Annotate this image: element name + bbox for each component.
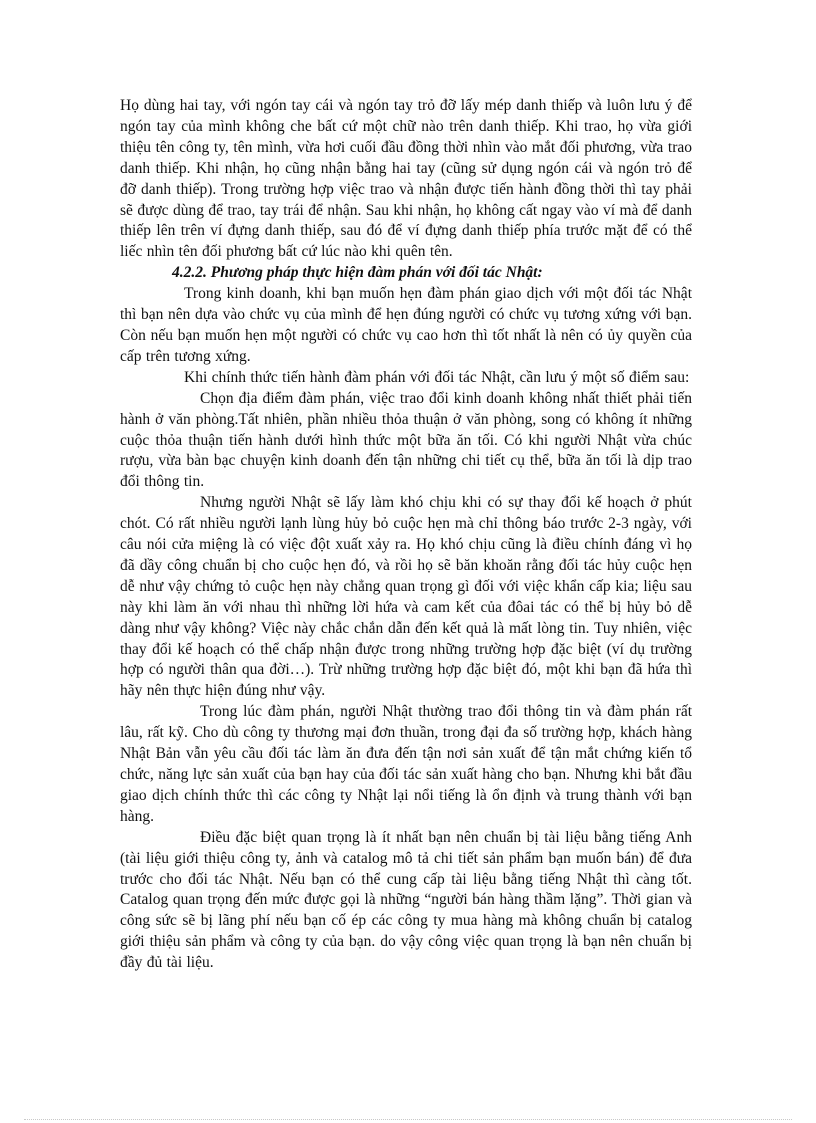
- paragraph-documentation: Điều đặc biệt quan trọng là ít nhất bạn nên chuẩn bị tài liệu bằng tiếng Anh (tài liệu giới thiệu công ty, ảnh và catalog mô tả chi tiết sản phẩm bạn muốn bán) để đưa trước cho đối tác Nhật. Nếu bạn có thể cung cấp tài liệu bằng tiếng Nhật thì càng tốt. Catalog quan trọng đến mức được gọi là những “người bán hàng thầm lặng”. Thời gian và công sức sẽ bị lãng phí nếu bạn cố ép các công ty mua hàng mà không chuẩn bị catalog giới thiệu sản phẩm và công ty của bạn. do vậy công việc quan trọng là bạn nên chuẩn bị đầy đủ tài liệu.: [120, 828, 692, 972]
- paragraph-schedule-change: Nhưng người Nhật sẽ lấy làm khó chịu khi có sự thay đổi kế hoạch ở phút chót. Có rất nhiều người lạnh lùng hủy bỏ cuộc hẹn mà chỉ thông báo trước 2-3 ngày, với câu nói cửa miệng là có việc đột xuất xảy ra. Họ khó chịu cũng là điều chính đáng vì họ đã dầy công chuẩn bị cho cuộc hẹn đó, và rồi họ sẽ băn khoăn rằng đối tác hủy cuộc hẹn dễ như vậy chứng tỏ cuộc hẹn này chẳng quan trọng gì đối với việc khẩn cấp kia; liệu sau này khi làm ăn với nhau thì những lời hứa và cam kết của đôai tác có thể bị hủy bỏ dễ dàng như vậy không? Việc này chắc chắn dẫn đến kết quả là mất lòng tin. Tuy nhiên, việc thay đổi kế hoạch có thể chấp nhận được trong những trường hợp đặc biệt (ví dụ trường hợp có người thân qua đời…). Trừ những trường hợp đặc biệt đó, một khi bạn đã hứa thì hãy nên thực hiện đúng như vậy.: [120, 494, 692, 700]
- paragraph-business-card-etiquette: Họ dùng hai tay, với ngón tay cái và ngón tay trỏ đỡ lấy mép danh thiếp và luôn lưu ý để ngón tay của mình không che bất cứ một chữ nào trên danh thiếp. Khi trao, họ vừa giới thiệu tên công ty, tên mình, vừa hơi cuối đầu đồng thời nhìn vào mắt đối phương, vừa trao danh thiếp. Khi nhận, họ cũng nhận bằng hai tay (cũng sử dụng ngón cái và ngón trỏ để đỡ danh thiếp). Trong trường hợp việc trao và nhận được tiến hành đồng thời thì tay phải sẽ được dùng để trao, tay trái để nhận. Sau khi nhận, họ không cất ngay vào ví mà để danh thiếp lên trên ví đựng danh thiếp, sau đó để ví đựng danh thiếp phía trước mặt để có thể liếc nhìn tên đối phương bất cứ lúc nào khi quên tên.: [120, 97, 692, 261]
- document-page: [120, 96, 692, 974]
- page-bottom-divider: [24, 1119, 792, 1120]
- section-heading: 4.2.2. Phương pháp thực hiện đàm phán với đối tác Nhật:: [172, 264, 543, 282]
- paragraph-during-negotiation: Trong lúc đàm phán, người Nhật thường trao đổi thông tin và đàm phán rất lâu, rất kỹ. Cho dù công ty thương mại đơn thuần, trong đại đa số trường hợp, khách hàng Nhật Bản vẫn yêu cầu đối tác làm ăn đưa đến tận nơi sản xuất để tận mắt chứng kiến tổ chức, năng lực sản xuất của bạn hay của đối tác sản xuất hàng cho bạn. Nhưng khi bắt đầu giao dịch chính thức thì các công ty Nhật lại nổi tiếng là ổn định và trung thành với bạn hàng.: [120, 703, 692, 825]
- paragraph-appointment: Trong kinh doanh, khi bạn muốn hẹn đàm phán giao dịch với một đối tác Nhật thì bạn nên dựa vào chức vụ của mình để hẹn đúng người có chức vụ tương xứng với bạn. Còn nếu bạn muốn hẹn một người có chức vụ cao hơn thì tốt nhất là nên có ủy quyền của cấp trên tương xứng.: [120, 285, 692, 365]
- paragraph-venue: Chọn địa điểm đàm phán, việc trao đổi kinh doanh không nhất thiết phải tiến hành ở văn phòng.Tất nhiên, phần nhiều thỏa thuận ở văn phòng, song có không ít những cuộc thỏa thuận tiến hành dưới hình thức một bữa ăn tối. Có khi người Nhật vừa chúc rượu, vừa bàn bạc chuyện kinh doanh đến tận những chi tiết cụ thể, bữa ăn tối là dịp trao đổi thông tin.: [120, 389, 692, 491]
- paragraph-negotiation-notes: Khi chính thức tiến hành đàm phán với đối tác Nhật, cần lưu ý một số điểm sau:: [184, 368, 690, 386]
